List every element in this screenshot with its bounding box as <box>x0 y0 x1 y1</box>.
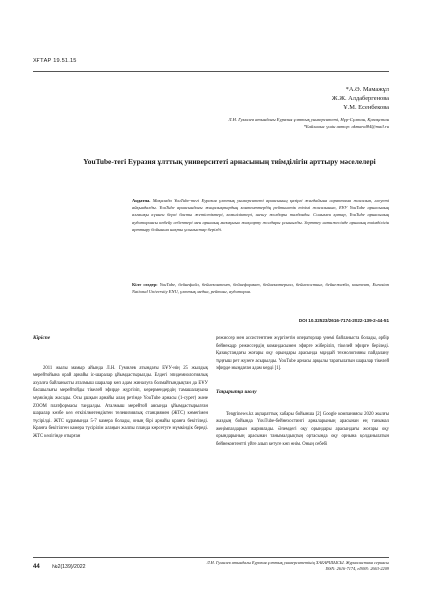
author-3: Ұ.М. Есенбекова <box>343 104 389 111</box>
paper-title: YouTube-тегі Еуразия ұлттық университеті арнасының тиімділігін арттыру мәселелері <box>83 157 376 166</box>
author-1: *А.Ә. Мамажұл <box>345 86 389 93</box>
review-heading: Тақырыпқа шолу <box>216 388 257 395</box>
abstract-text: Мақалада YouTube-тегі Еуразия ұлттық университеті арнасының қазіргі жағдайына сараптама жасалып, әлеуеті айқындалды. YouTube арнасындағы жаңалықтардың контенттердің рейтингтік тізімі жасалынып, ЕҰУ YouTube арнасының алғашқы күннен бергі басты жетістіктері, кемшіліктері, шешу жолдары талданды. Сонымен қатар, YouTube арнасының аудиториясы көбейу себептері мен арнаның мазмұнын жақсарту жолдары ұсынылды. Зерттеу нәтижесінде арнаның тиімділігін арттыру бойынша нақты ұсыныстар берілді. <box>132 198 389 232</box>
keywords-label: Кілт сөздер: <box>132 282 158 287</box>
keywords-text: YouTube, бейнефайл, бейнеконтент, бейнеформат, бейнематериал, бейнехостинг, бейнежазба, контент, Eurasian National University ENU, ұлттық медиа, рейтинг, аудитория. <box>132 282 390 295</box>
journal-issn: ISSN: 2616-7174, eISSN: 2663-2209 <box>325 566 389 571</box>
footer-rule <box>33 557 389 558</box>
journal-info <box>207 560 389 572</box>
intro-heading: Кіріспе <box>33 335 51 341</box>
author-list <box>332 85 389 112</box>
right-paragraph-1: режиссер мен ассистентпен жүргізетін операторлар үнемі байланыста болады, әрбір бейнекадр режиссердің командасымен эфирге жіберіліп, тікелей эфирге беріледі. Қазақстандағы жоғары оқу орындары арасында мұндай технологияны пайдалану тұңғыш рет жүзеге асырылды. YouTube арнасы арқылы таратылатын шаралар тікелей эфирде мыңдаған адам көрді [1]. <box>216 336 389 372</box>
affiliation <box>228 116 389 130</box>
keywords <box>132 281 389 295</box>
intro-paragraph: 2011 жылы мамыр айында Л.Н. Гумилев атындағы ЕҰУ-нің 25 жылдық мерейтойына орай арнайы іс-шаралар ұйымдастырылды. Елдегі эпидемиологиялық ахуалға байланысты аталмыш шаралар көп адам жиналуға болмайтындықтан да ЕҰУ басшылығы мерейтойды тікелей эфирде жүргізіп, көрермендердің тамашалауына мүмкіндік жасады. Осы ұшқын арнайы алаң ретінде YouTube арнасы (1-сурет) және ZOOM платформасы таңдалды. Аталмыш мерейтой аясында ұйымдастырылған шаралар көзбе көз өткізілмегендіктен телевизиялық станциямен (ЖТС) көмегімен түсірілді. ЖТС құрамында 5-7 камера болады, оның бірі арнайы кранға бекітіледі. Кранға бекітілген камера түсірілім алаңын жалпы планда көрсетуге мүмкіндік береді. ЖТС көлігінде отырған <box>33 365 208 439</box>
affiliation-contact: *Байланыс үшін автор: akmaral84@mail.ru <box>303 124 389 129</box>
right-paragraph-2: Tengrinews.kz ақпараттық хабары бойынша [2] Google компаниясы 2020 жылғы жаздың бойында YouTube-бейнехостингі арналарының арасынан ең танымал жеңімпаздарын жариялады. Әлемдегі оқу орындары арасындағы жоғары оқу орындарының арасынан танымалдықтың ортасында оқу орнына қолданылатын бейнеконтентті үйге алып кетуге көп өнім. Оның себебі <box>216 411 389 447</box>
doi: DOI 10.32523/2616-7174-2022-139-2-44-51 <box>298 318 389 323</box>
issue-number: №2(139)/2022 <box>52 564 86 570</box>
intro-column <box>33 335 208 441</box>
affiliation-institution: Л.Н. Гумилев атындағы Еуразия ұлттық университеті, Нұр-Сұлтан, Қазақстан <box>228 117 389 122</box>
irsti-code: ХҒТАР 19.51.15 <box>33 58 77 64</box>
page-number: 44 <box>33 564 40 570</box>
abstract-label: Аңдатпа. <box>132 198 151 203</box>
abstract <box>132 197 389 233</box>
author-2: Ж.Ж. Алдабергенова <box>331 95 389 102</box>
header-rule <box>33 71 389 72</box>
right-column <box>216 335 389 449</box>
journal-name: Л.Н. Гумилев атындағы Еуразия ұлттық университетінің ХАБАРШЫСЫ. Журналистика сериясы <box>206 560 389 565</box>
